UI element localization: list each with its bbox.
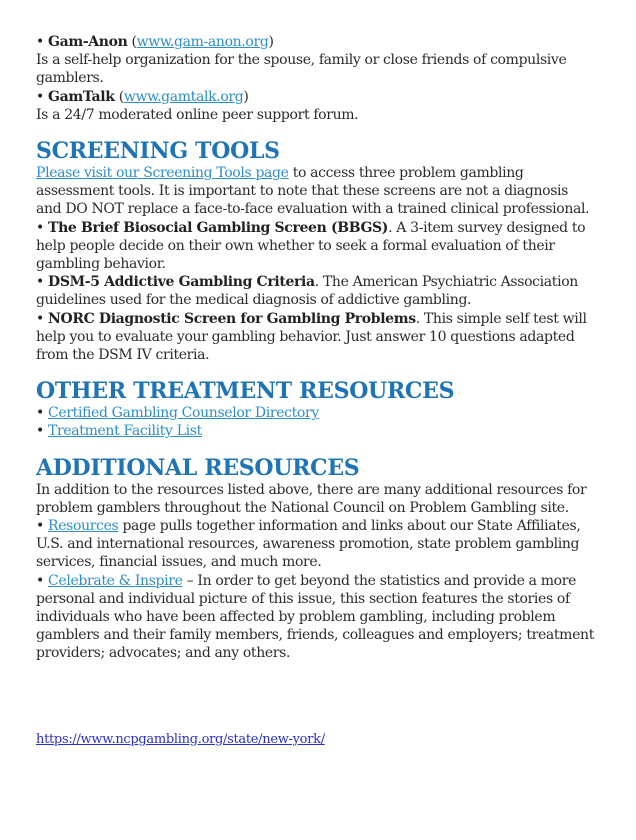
support-group-name: Gam-Anon xyxy=(48,34,128,50)
gamtalk-link[interactable]: www.gamtalk.org xyxy=(123,88,244,105)
additional-item-celebrate xyxy=(36,572,596,663)
screening-item-norc xyxy=(36,310,596,365)
bullet: • xyxy=(36,88,44,105)
other-treatment-item xyxy=(36,404,596,422)
celebrate-inspire-link[interactable]: Celebrate & Inspire xyxy=(48,572,183,589)
screening-item-text: . The American Psychiatric Association guidelines used for the medical diagnosis of addictive gambling. xyxy=(36,274,578,309)
other-treatment-heading: OTHER TREATMENT RESOURCES xyxy=(36,378,455,405)
support-group-description: Is a self-help organization for the spouse, family or close friends of compulsive gamblers. xyxy=(36,52,567,87)
bullet: • xyxy=(36,274,44,291)
screening-tools-heading: SCREENING TOOLS xyxy=(36,138,280,165)
document-page xyxy=(36,33,596,663)
additional-resources-heading: ADDITIONAL RESOURCES xyxy=(36,454,360,481)
additional-item-text: – In order to get beyond the statistics and provide a more personal and individual picture of this issue, this section features the stories of individuals who have been affected by problem gambling, including problem gamblers and their family members, friends, colleagues and employers; treatment providers; advocates; and any others. xyxy=(36,572,594,662)
counselor-directory-link[interactable]: Certified Gambling Counselor Directory xyxy=(48,405,319,422)
bullet: • xyxy=(36,405,44,422)
source-url-link[interactable]: https://www.ncpgambling.org/state/new-york/ xyxy=(36,732,325,747)
bullet: • xyxy=(36,310,44,327)
additional-item-resources xyxy=(36,517,596,572)
other-treatment-item xyxy=(36,422,596,440)
screening-tools-page-link[interactable]: Please visit our Screening Tools page xyxy=(36,165,289,182)
bullet: • xyxy=(36,572,44,589)
additional-intro: In addition to the resources listed above, there are many additional resources for problem gamblers throughout the National Council on Problem Gambling site. xyxy=(36,481,587,516)
bullet: • xyxy=(36,423,44,440)
support-group-gam-anon: • Gam-Anon (www.gam-anon.org) xyxy=(36,34,274,50)
bullet: • xyxy=(36,518,44,535)
additional-item-text: page pulls together information and links about our State Affiliates, U.S. and international resources, awareness promotion, state problem gambling services, financial issues, and much more. xyxy=(36,518,581,571)
support-group-name: GamTalk xyxy=(48,88,115,105)
screening-item-title: The Brief Biosocial Gambling Screen (BBGS) xyxy=(48,219,389,236)
support-group-gamtalk: • GamTalk (www.gamtalk.org) xyxy=(36,88,249,105)
bullet: • xyxy=(36,34,44,50)
screening-item-dsm5 xyxy=(36,273,596,309)
screening-item-text: . This simple self test will help you to evaluate your gambling behavior. Just answer 10 questions adapted from the DSM IV criteria. xyxy=(36,310,587,364)
screening-intro xyxy=(36,164,596,219)
resources-link[interactable]: Resources xyxy=(48,518,119,535)
gam-anon-link[interactable]: www.gam-anon.org xyxy=(136,34,269,50)
treatment-facility-list-link[interactable]: Treatment Facility List xyxy=(48,423,202,440)
screening-intro-text: to access three problem gambling assessment tools. It is important to note that these screens are not a diagnosis and DO NOT replace a face-to-face evaluation with a trained clinical professional. xyxy=(36,165,590,218)
screening-item-text: . A 3-item survey designed to help people decide on their own whether to seek a formal evaluation of their gambling behavior. xyxy=(36,219,586,273)
screening-item-bbgs xyxy=(36,219,596,274)
support-group-description: Is a 24/7 moderated online peer support forum. xyxy=(36,106,359,123)
screening-item-title: DSM-5 Addictive Gambling Criteria xyxy=(48,274,315,291)
bullet: • xyxy=(36,219,44,236)
screening-item-title: NORC Diagnostic Screen for Gambling Problems xyxy=(48,310,416,327)
